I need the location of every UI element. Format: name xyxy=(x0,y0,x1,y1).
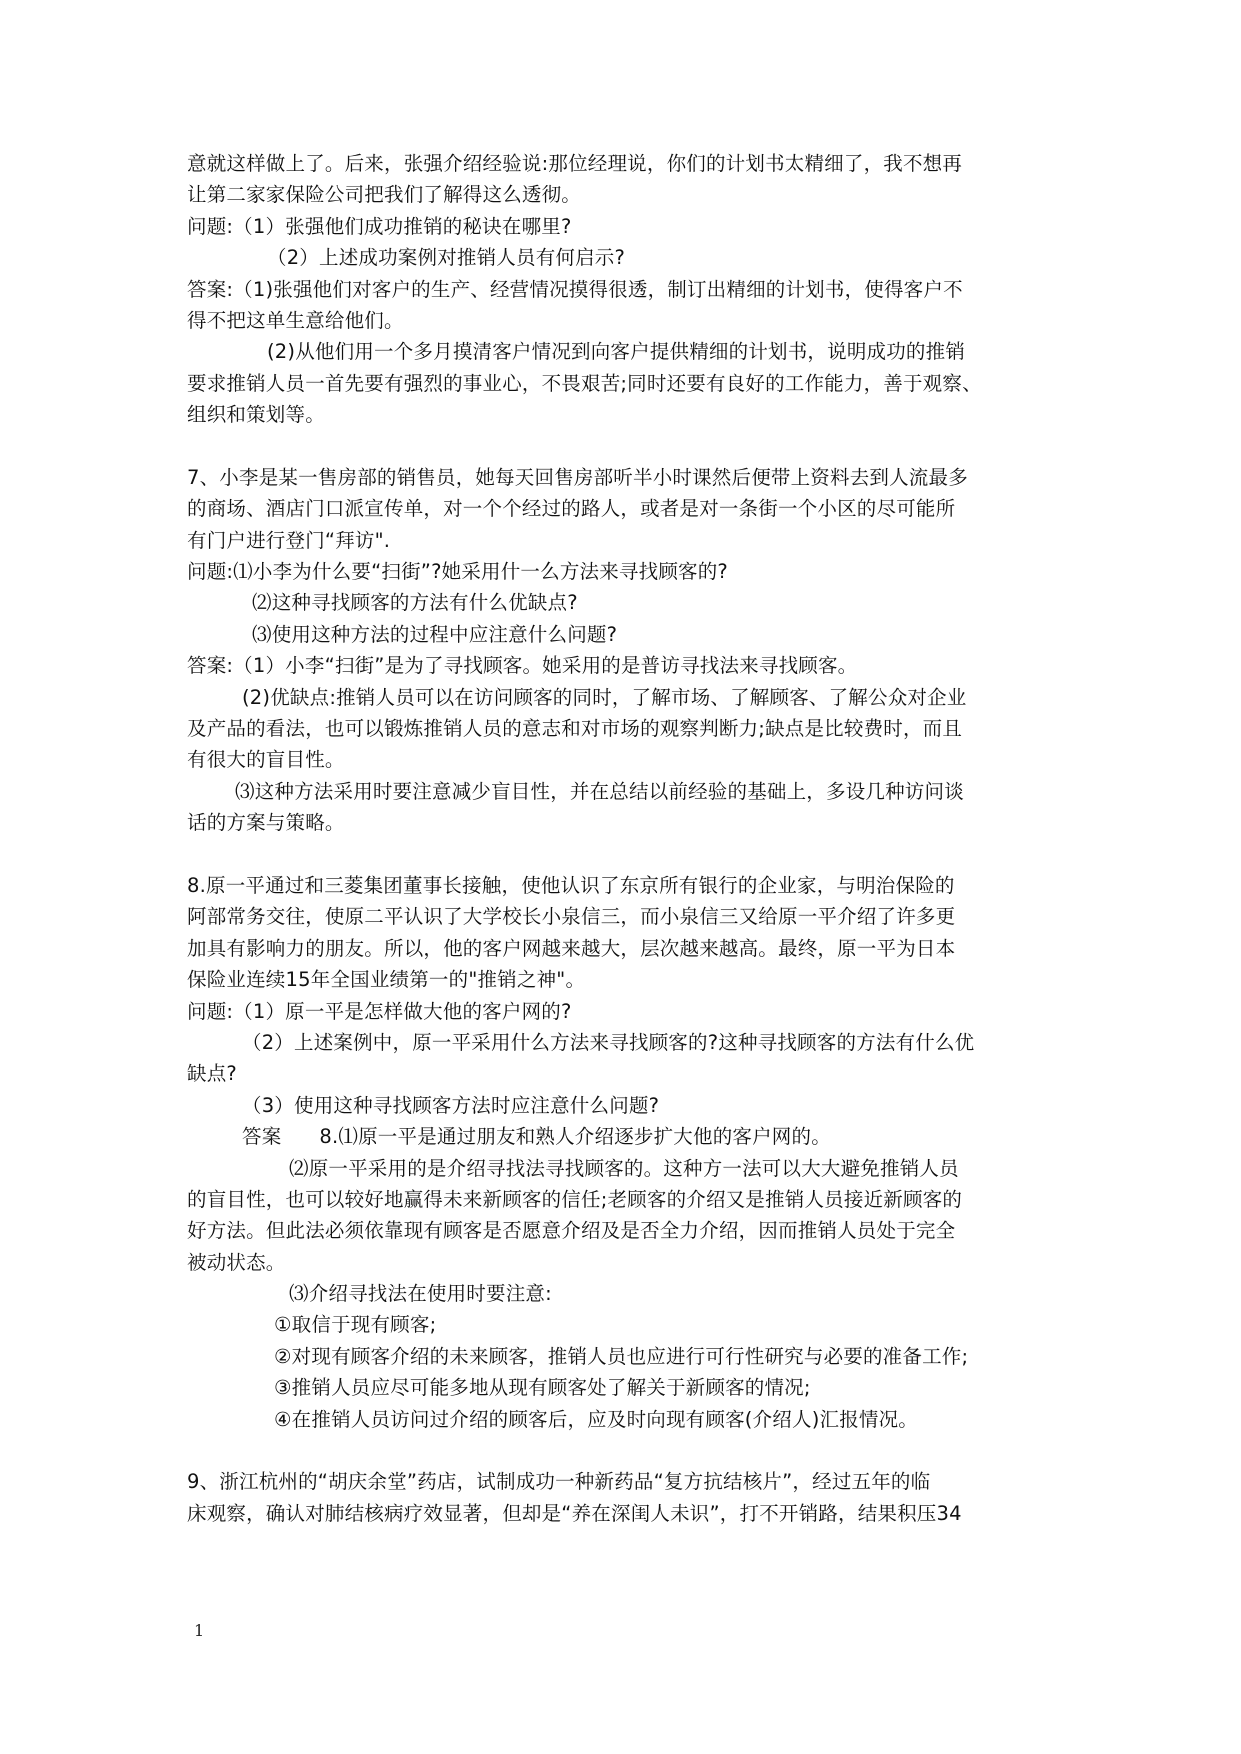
question-line: （3）使用这种寻找顾客方法时应注意什么问题? xyxy=(242,1093,660,1117)
paragraph-gap xyxy=(187,431,1067,462)
case-line: 的商场、酒店门口派宣传单，对一个个经过的路人，或者是对一条街一个小区的尽可能所 xyxy=(187,497,956,521)
list-item: ②对现有顾客介绍的未来顾客，推销人员也应进行可行性研究与必要的准备工作; xyxy=(274,1344,969,1368)
answer-line: 答案:（1)张强他们对客户的生产、经营情况摸得很透，制订出精细的计划书，使得客户不 xyxy=(187,277,963,301)
case-line: 保险业连续15年全国业绩第一的"推销之神"。 xyxy=(187,968,586,992)
text-line: 被动状态。 xyxy=(187,1250,286,1274)
case-line: 加具有影响力的朋友。所以，他的客户网越来越大，层次越来越高。最终，原一平为日本 xyxy=(187,936,956,960)
text-line: 得不把这单生意给他们。 xyxy=(187,308,404,332)
case-line: 阿部常务交往，使原二平认识了大学校长小泉信三，而小泉信三又给原一平介绍了许多更 xyxy=(187,905,956,929)
paragraph-gap xyxy=(187,839,1067,870)
answer-heading xyxy=(187,1121,1067,1152)
answer-line: ⑶这种方法采用时要注意减少盲目性，并在总结以前经验的基础上，多设几种访问谈 xyxy=(235,779,964,803)
answer-line: (2)优缺点:推销人员可以在访问顾客的同时，了解市场、了解顾客、了解公众对企业 xyxy=(242,685,967,709)
answer-line: (2)从他们用一个多月摸清客户情况到向客户提供精细的计划书，说明成功的推销 xyxy=(267,340,966,364)
case-line: 有门户进行登门“拜访". xyxy=(187,528,391,552)
list-item: ①取信于现有顾客; xyxy=(274,1313,437,1337)
text-line: 组织和策划等。 xyxy=(187,403,325,427)
question-line: （2）上述成功案例对推销人员有何启示? xyxy=(267,246,626,270)
question-line: ⑶使用这种方法的过程中应注意什么问题? xyxy=(252,622,618,646)
list-item: ③推销人员应尽可能多地从现有顾客处了解关于新顾客的情况; xyxy=(274,1376,811,1400)
answer-text: 8.⑴原一平是通过朋友和熟人介绍逐步扩大他的客户网的。 xyxy=(319,1125,831,1149)
page-number: 1 xyxy=(194,1621,205,1640)
answer-line: ⑵原一平采用的是介绍寻找法寻找顾客的。这种方一法可以大大避免推销人员 xyxy=(289,1156,959,1180)
text-line: 好方法。但此法必须依靠现有顾客是否愿意介绍及是否全力介绍，因而推销人员处于完全 xyxy=(187,1219,956,1243)
text-line: 的盲目性，也可以较好地赢得未来新顾客的信任;老顾客的介绍又是推销人员接近新顾客的 xyxy=(187,1187,963,1211)
answer-label: 答案 xyxy=(242,1125,282,1149)
text-line: 要求推销人员一首先要有强烈的事业心，不畏艰苦;同时还要有良好的工作能力，善于观察、 xyxy=(187,371,982,395)
list-item: ④在推销人员访问过介绍的顾客后，应及时向现有顾客(介绍人)汇报情况。 xyxy=(274,1407,918,1431)
question-line: 问题:⑴小李为什么要“扫街”?她采用什一么方法来寻找顾客的? xyxy=(187,560,728,584)
text-line: 让第二家家保险公司把我们了解得这么透彻。 xyxy=(187,183,582,207)
question-line: （2）上述案例中，原一平采用什么方法来寻找顾客的?这种寻找顾客的方法有什么优 xyxy=(242,1030,975,1054)
question-line: ⑵这种寻找顾客的方法有什么优缺点? xyxy=(252,591,578,615)
question-line: 问题:（1）原一平是怎样做大他的客户网的? xyxy=(187,999,572,1023)
text-line: 及产品的看法，也可以锻炼推销人员的意志和对市场的观察判断力;缺点是比较费时，而且 xyxy=(187,717,963,741)
case-line: 8.原一平通过和三菱集团董事长接触，使他认识了东京所有银行的企业家，与明治保险的 xyxy=(187,873,955,897)
case-line: 床观察，确认对肺结核病疗效显著，但却是“养在深闺人未识”，打不开销路，结果积压34 xyxy=(187,1501,962,1525)
answer-line: ⑶介绍寻找法在使用时要注意: xyxy=(289,1282,552,1306)
answer-line: 答案:（1）小李“扫街”是为了寻找顾客。她采用的是普访寻找法来寻找顾客。 xyxy=(187,654,858,678)
text-line: 话的方案与策略。 xyxy=(187,811,345,835)
document-body xyxy=(187,148,1067,1529)
text-line: 有很大的盲目性。 xyxy=(187,748,345,772)
paragraph-gap xyxy=(187,1435,1067,1466)
question-line: 问题:（1）张强他们成功推销的秘诀在哪里? xyxy=(187,214,572,238)
text-line: 意就这样做上了。后来，张强介绍经验说:那位经理说，你们的计划书太精细了，我不想再 xyxy=(187,152,963,175)
case-line: 7、小李是某一售房部的销售员，她每天回售房部听半小时课然后便带上资料去到人流最多 xyxy=(187,465,968,489)
case-line: 9、浙江杭州的“胡庆余堂”药店，试制成功一种新药品“复方抗结核片”，经过五年的临 xyxy=(187,1470,931,1494)
text-line: 缺点? xyxy=(187,1062,237,1086)
